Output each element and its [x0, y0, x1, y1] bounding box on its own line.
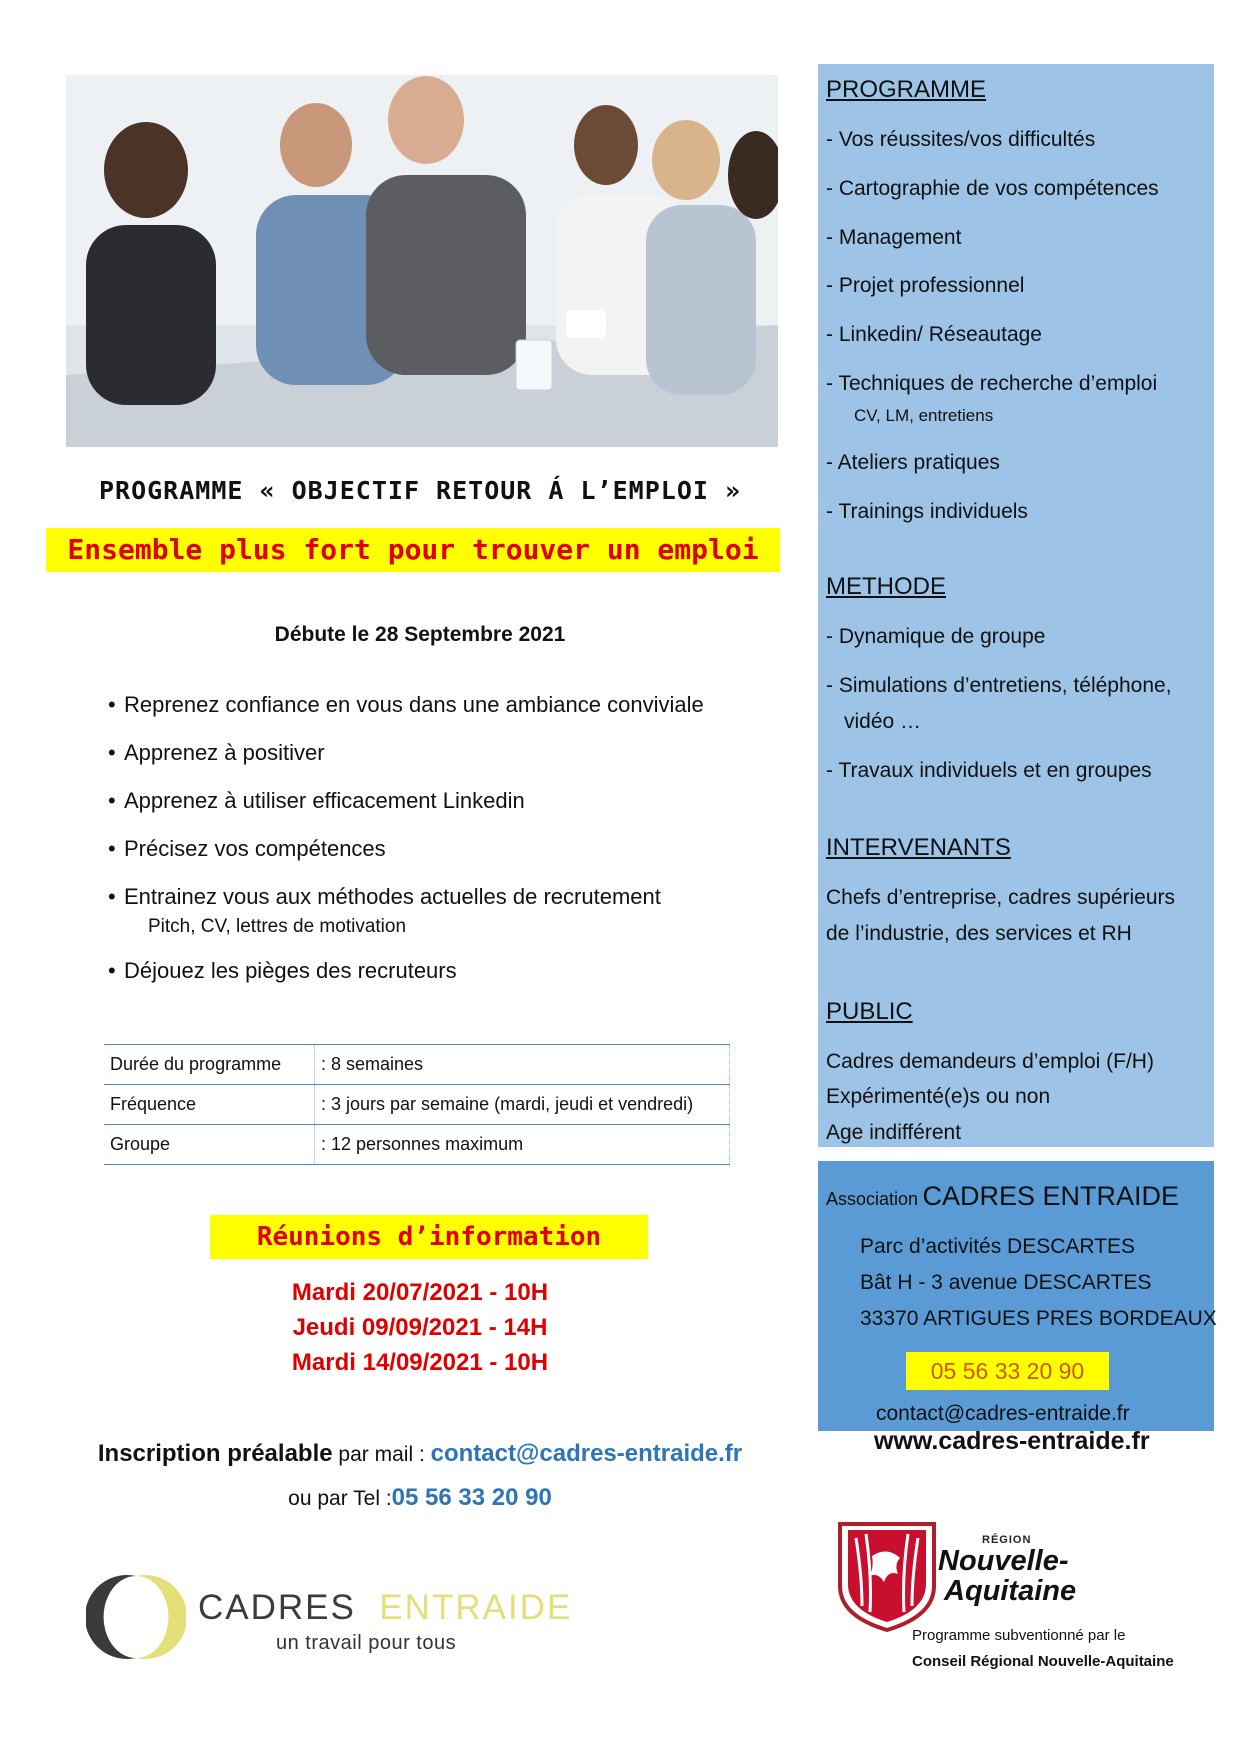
programme-item: - Techniques de recherche d’emploi — [826, 372, 1158, 395]
address-line: 33370 ARTIGUES PRES BORDEAUX — [860, 1307, 1217, 1330]
association-title: Association CADRES ENTRAIDE — [826, 1181, 1180, 1211]
methode-item: - Travaux individuels et en groupes — [826, 759, 1152, 782]
program-info-table — [104, 1044, 730, 1165]
slogan-banner: Ensemble plus fort pour trouver un emploi — [46, 528, 780, 572]
programme-item: - Trainings individuels — [826, 500, 1028, 523]
programme-item: - Ateliers pratiques — [826, 451, 1000, 474]
start-date: Débute le 28 Septembre 2021 — [274, 623, 566, 646]
subsidy-note: Programme subventionné par le — [912, 1627, 1126, 1644]
association-phone: 05 56 33 20 90 — [906, 1352, 1109, 1390]
methode-item: - Simulations d’entretiens, téléphone, — [826, 674, 1172, 697]
program-title: PROGRAMME « OBJECTIF RETOUR Á L’EMPLOI » — [98, 476, 742, 505]
table-row — [104, 1045, 730, 1085]
methode-item-cont: vidéo … — [844, 710, 922, 733]
table-cell-label: Groupe — [104, 1125, 315, 1165]
registration-by-tel: ou par Tel : — [288, 1487, 392, 1510]
subsidy-council: Conseil Régional Nouvelle-Aquitaine — [912, 1653, 1174, 1670]
list-item: • Déjouez les pièges des recruteurs — [108, 958, 457, 983]
public-line: Age indifférent — [826, 1121, 962, 1144]
table-cell-label: Durée du programme — [104, 1045, 315, 1085]
registration-line — [40, 1440, 800, 1468]
programme-heading: PROGRAMME — [826, 76, 987, 103]
registration-email-link[interactable]: contact@cadres-entraide.fr — [430, 1440, 743, 1467]
region-name: RÉGION Nouvelle- Aquitaine — [938, 1534, 1077, 1607]
registration-by-mail: par mail : — [332, 1443, 431, 1466]
programme-item: - Cartographie de vos compétences — [826, 177, 1159, 200]
registration-phone: 05 56 33 20 90 — [391, 1484, 552, 1511]
programme-item: - Vos réussites/vos difficultés — [826, 128, 1096, 151]
meeting-photo — [66, 75, 778, 447]
meeting-date: Jeudi 09/09/2021 - 14H — [292, 1314, 548, 1341]
table-row — [104, 1125, 730, 1165]
list-item: • Apprenez à utiliser efficacement Linkedin — [108, 788, 525, 813]
table-cell-value: : 12 personnes maximum — [315, 1125, 730, 1165]
intervenants-heading: INTERVENANTS — [826, 834, 1011, 861]
meeting-dates — [60, 1275, 780, 1380]
association-email[interactable]: contact@cadres-entraide.fr — [876, 1402, 1130, 1425]
public-heading: PUBLIC — [826, 998, 913, 1025]
address-line: Parc d’activités DESCARTES — [860, 1235, 1136, 1258]
table-cell-label: Fréquence — [104, 1085, 315, 1125]
association-website[interactable]: www.cadres-entraide.fr — [874, 1427, 1150, 1455]
programme-item-sub: CV, LM, entretiens — [854, 406, 994, 425]
intervenants-line: Chefs d’entreprise, cadres supérieurs — [826, 886, 1176, 909]
methode-item: - Dynamique de groupe — [826, 625, 1046, 648]
logo-wordmark: CADRES ENTRAIDE — [198, 1588, 573, 1627]
info-meetings-heading: Réunions d’information — [210, 1215, 648, 1259]
table-row — [104, 1085, 730, 1125]
list-item: • Entrainez vous aux méthodes actuelles de recrutement Pitch, CV, lettres de motivation — [108, 882, 748, 938]
methode-heading: METHODE — [826, 573, 946, 600]
programme-item: - Management — [826, 226, 962, 249]
public-line: Expérimenté(e)s ou non — [826, 1085, 1051, 1108]
meeting-date: Mardi 14/09/2021 - 10H — [291, 1349, 549, 1376]
logo-tagline: un travail pour tous — [276, 1632, 457, 1654]
list-item: • Apprenez à positiver — [108, 740, 325, 765]
list-item-sub: Pitch, CV, lettres de motivation — [148, 916, 407, 937]
list-item: • Reprenez confiance en vous dans une ambiance conviviale — [108, 692, 704, 717]
list-item: • Précisez vos compétences — [108, 836, 386, 861]
association-contact-box — [818, 1161, 1217, 1431]
public-line: Cadres demandeurs d’emploi (F/H) — [826, 1050, 1154, 1073]
table-cell-value: : 8 semaines — [315, 1045, 730, 1085]
program-sidebar — [818, 64, 1214, 1147]
address-line: Bât H - 3 avenue DESCARTES — [860, 1271, 1152, 1294]
benefits-list — [108, 690, 748, 1004]
registration-lead: Inscription préalable — [97, 1440, 333, 1467]
cadres-entraide-logo — [86, 1572, 586, 1662]
intervenants-line: de l’industrie, des services et RH — [826, 922, 1132, 945]
region-crest-icon — [832, 1516, 942, 1632]
logo-ring-icon — [86, 1572, 186, 1662]
table-cell-value: : 3 jours par semaine (mardi, jeudi et vendredi) — [315, 1085, 730, 1125]
meeting-illustration — [66, 75, 778, 447]
registration-phone-line — [40, 1484, 800, 1512]
meeting-date: Mardi 20/07/2021 - 10H — [291, 1279, 549, 1306]
programme-item: - Linkedin/ Réseautage — [826, 323, 1042, 346]
programme-item: - Projet professionnel — [826, 274, 1025, 297]
